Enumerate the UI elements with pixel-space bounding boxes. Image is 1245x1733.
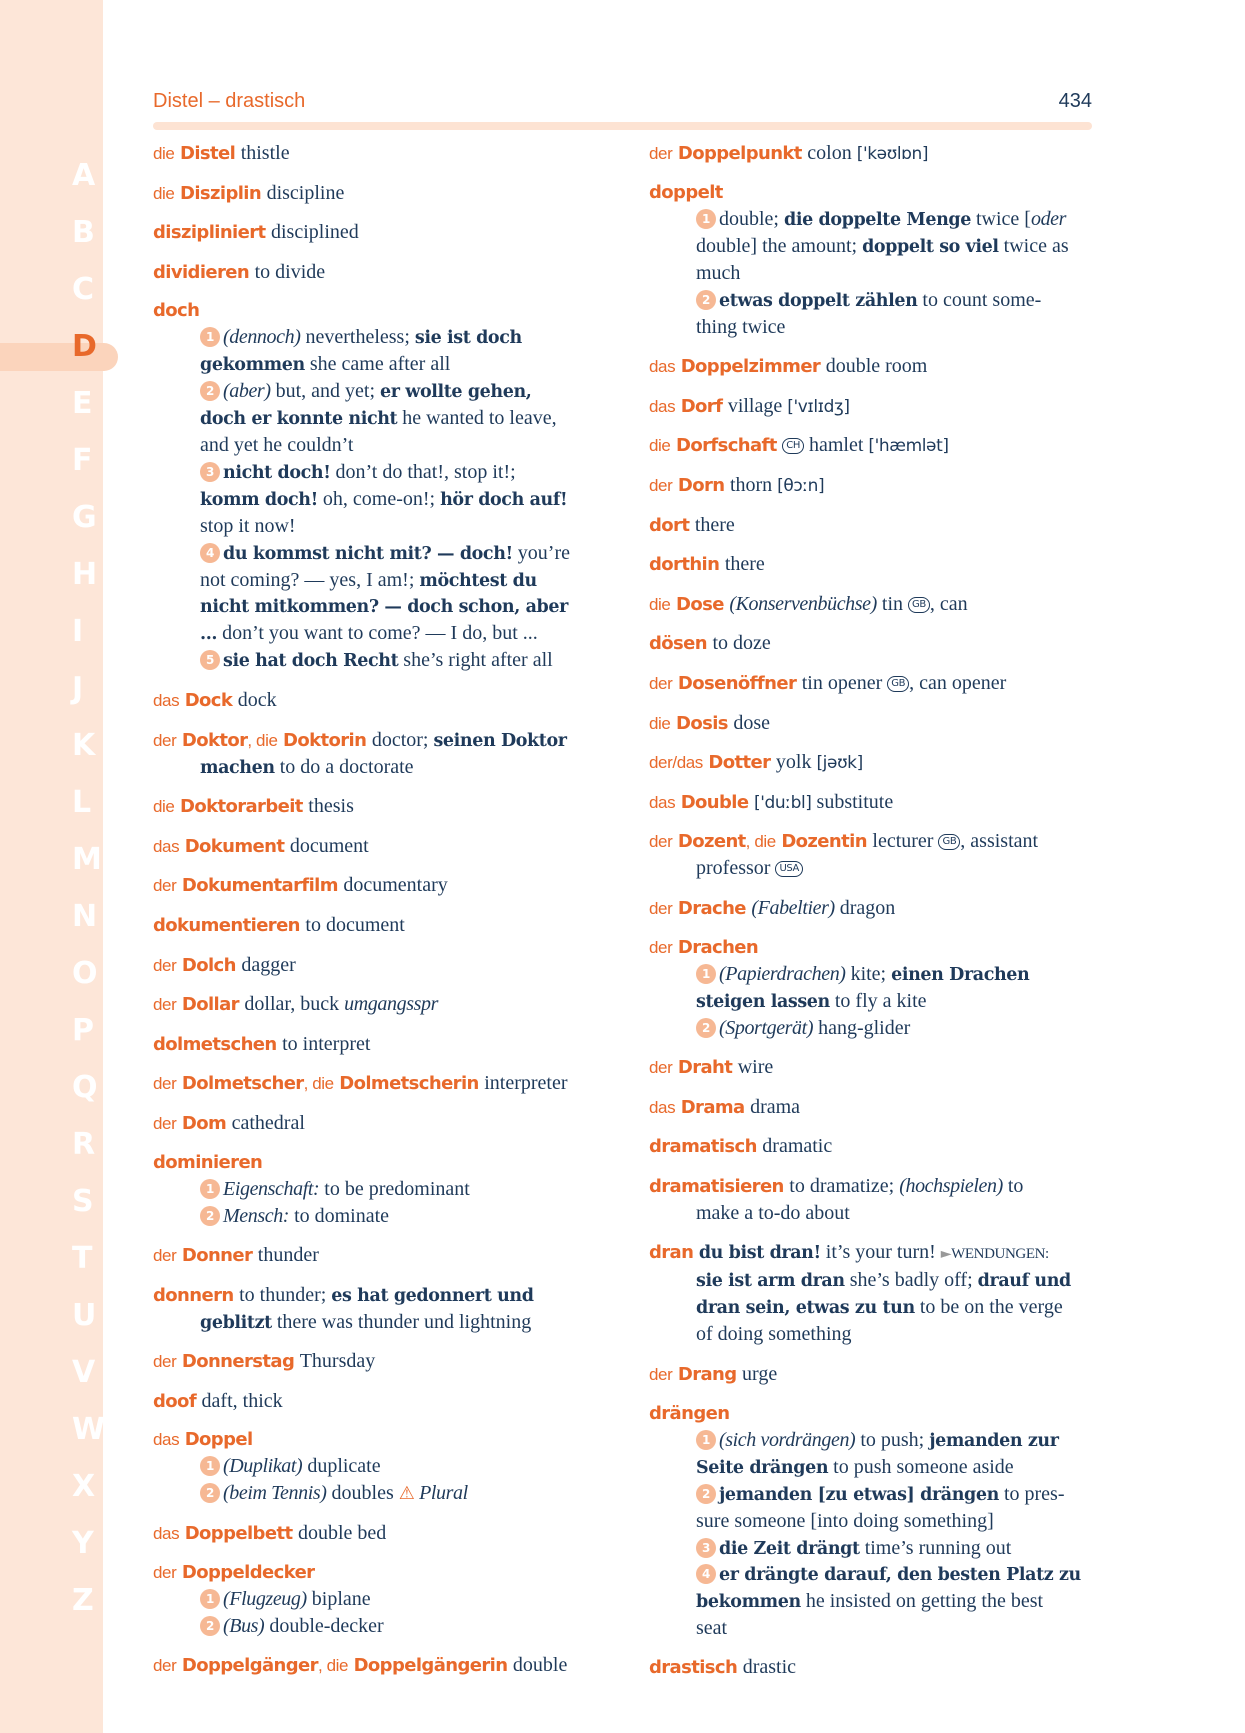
pronunciation: ['kəʊlɒn] bbox=[856, 144, 929, 164]
sense-number: 4 bbox=[696, 1564, 716, 1584]
translation: disciplined bbox=[271, 221, 359, 244]
headword: Dokument bbox=[184, 835, 285, 857]
index-letter-d[interactable]: D bbox=[72, 329, 97, 364]
index-letter-f[interactable]: F bbox=[72, 443, 93, 478]
dictionary-entry: das Drama drama bbox=[649, 1095, 801, 1118]
index-letter-l[interactable]: L bbox=[72, 785, 92, 820]
dictionary-entry: drängen 1 (sich vordrängen) to push; jemanden zur Seite drängen to push someone aside 2 jemanden [zu etwas] drängen to pres- sure someone [into doing something] 3 die Zeit drängt time’s running out 4 er drängte darauf, den besten Platz zu bekommen he insisted on getting the best seat bbox=[649, 1402, 1081, 1639]
sense-number: 1 bbox=[696, 964, 716, 984]
index-letter-v[interactable]: V bbox=[72, 1355, 96, 1390]
alphabet-thumb-index bbox=[0, 0, 106, 1733]
region-badge-gb: GB bbox=[887, 676, 909, 692]
headword: Doktorarbeit bbox=[179, 796, 303, 818]
sense-number: 2 bbox=[696, 290, 716, 310]
headword: Disziplin bbox=[179, 182, 262, 204]
dictionary-entry bbox=[153, 219, 598, 246]
index-letter-t[interactable]: T bbox=[72, 1241, 93, 1276]
index-letter-m[interactable]: M bbox=[72, 842, 102, 877]
index-letter-q[interactable]: Q bbox=[72, 1070, 98, 1105]
right-column bbox=[649, 140, 1094, 1694]
index-letter-r[interactable]: R bbox=[72, 1127, 96, 1162]
register-label: umgangsspr bbox=[344, 993, 438, 1016]
headword: dorthin bbox=[649, 554, 720, 576]
pronunciation: [θɔːn] bbox=[777, 475, 825, 496]
region-badge-gb: GB bbox=[938, 834, 960, 850]
dictionary-entry: dramatisieren to dramatize; (hochspielen) to make a to-do about bbox=[649, 1174, 1024, 1224]
headword: dominieren bbox=[153, 1151, 263, 1173]
sense-1: 1 (dennoch) nevertheless; sie ist doch gekommen she came after all 2 (aber) but, and yet; er wollte gehen, doch er konnte nicht he wanted to leave, and yet he couldn’t 3 nicht doch! don’t do that!, stop it!; komm doch! oh, come-on!; hör doch auf! stop it now! 4 du kommst nicht mit? — doch! you’re not coming? — yes, I am!; möchtest du nicht mitkommen? — doch schon, aber ... don’t you want to come? — I do, but ... 5 sie hat doch Recht she’s right after all bbox=[200, 326, 570, 672]
pronunciation: ['hæmlət] bbox=[868, 436, 949, 457]
headword: Donner bbox=[181, 1245, 253, 1267]
index-letter-j[interactable]: J bbox=[72, 671, 84, 706]
dictionary-entry: der Draht wire bbox=[649, 1056, 774, 1079]
dictionary-entry: der Dollar dollar, buck umgangsspr bbox=[153, 993, 438, 1016]
index-letter-c[interactable]: C bbox=[72, 272, 95, 307]
sense-number: 3 bbox=[200, 462, 220, 482]
headword: doppelt bbox=[649, 181, 723, 203]
headword: Dosis bbox=[675, 712, 728, 734]
headword: Doppelgänger bbox=[181, 1655, 318, 1677]
dictionary-entry: drastisch drastic bbox=[649, 1656, 796, 1679]
index-letter-g[interactable]: G bbox=[72, 500, 97, 535]
dictionary-entry: dösen to doze bbox=[649, 632, 771, 655]
index-letter-h[interactable]: H bbox=[72, 557, 98, 592]
index-letter-s[interactable]: S bbox=[72, 1184, 94, 1219]
sense-number: 2 bbox=[200, 1206, 220, 1226]
headword: dösen bbox=[649, 633, 707, 655]
dictionary-entry: dorthin there bbox=[649, 553, 765, 576]
dictionary-entry: der Dolch dagger bbox=[153, 953, 296, 976]
headword: Dorfschaft bbox=[675, 435, 777, 457]
page-number: 434 bbox=[1058, 90, 1092, 112]
headword: Draht bbox=[677, 1057, 733, 1079]
headword: Doppelzimmer bbox=[680, 356, 821, 378]
headword: Distel bbox=[179, 143, 236, 164]
dictionary-entry: das Dock dock bbox=[153, 688, 277, 711]
headword-feminine: Doktorin bbox=[283, 729, 367, 751]
dictionary-entry: dort there bbox=[649, 513, 735, 536]
headword: Drachen bbox=[677, 936, 759, 958]
article: die bbox=[153, 183, 175, 203]
headword: Dolch bbox=[181, 954, 236, 976]
dictionary-entry: das Doppelzimmer double room bbox=[649, 355, 928, 378]
headword: Drama bbox=[680, 1096, 745, 1118]
headword: Doppelbett bbox=[184, 1523, 293, 1545]
dictionary-entry: der Dosenöffner tin opener GB , can opener bbox=[649, 671, 1007, 694]
headword: Dozent bbox=[677, 831, 746, 853]
headword: donnern bbox=[153, 1284, 234, 1306]
headword: dolmetschen bbox=[153, 1033, 277, 1055]
headword: Dom bbox=[181, 1112, 227, 1134]
headword: Doppel bbox=[184, 1429, 253, 1451]
headword: dramatisieren bbox=[649, 1175, 784, 1197]
sense-number: 1 bbox=[200, 1456, 220, 1476]
headword: Doppeldecker bbox=[181, 1561, 315, 1583]
index-letter-y[interactable]: Y bbox=[72, 1526, 94, 1561]
sense-number: 2 bbox=[200, 1616, 220, 1636]
dictionary-entry: das Dokument document bbox=[153, 834, 369, 857]
dictionary-entry: die Dose (Konservenbüchse) tin GB , can bbox=[649, 592, 968, 615]
pronunciation: [jəʊk] bbox=[816, 753, 863, 774]
index-letter-e[interactable]: E bbox=[72, 386, 93, 421]
headword: Dotter bbox=[708, 752, 771, 774]
translation: to divide bbox=[254, 260, 326, 283]
region-badge-usa: USA bbox=[775, 861, 803, 877]
sense-number: 1 bbox=[200, 1179, 220, 1199]
dictionary-entry: der Dolmetscher, die Dolmetscherin interpreter bbox=[153, 1072, 568, 1095]
dictionary-entry: die Dorfschaft CH hamlet ['hæmlət] bbox=[649, 434, 949, 457]
headword: Drache bbox=[677, 897, 746, 919]
headword: Dollar bbox=[181, 994, 239, 1016]
headword: dokumentieren bbox=[153, 914, 300, 936]
headword-feminine: Dozentin bbox=[781, 831, 867, 853]
headword-feminine: Doppelgängerin bbox=[353, 1655, 508, 1677]
dictionary-entry: der Donnerstag Thursday bbox=[153, 1350, 376, 1373]
headword-feminine: Dolmetscherin bbox=[339, 1073, 479, 1095]
index-letter-z[interactable]: Z bbox=[72, 1583, 94, 1618]
headword: Drang bbox=[677, 1364, 737, 1386]
dictionary-entry: doppelt 1 double; die doppelte Menge twice [oder double] the amount; doppelt so viel twice as much 2 etwas doppelt zählen to count some- thing twice bbox=[649, 181, 1069, 338]
dictionary-entry: das Double ['duːbl] substitute bbox=[649, 790, 894, 813]
headword: Doppelpunkt bbox=[677, 143, 802, 164]
index-letter-k[interactable]: K bbox=[72, 728, 96, 763]
dictionary-entry: der Doppelgänger, die Doppelgängerin double bbox=[153, 1654, 568, 1677]
sense-number: 1 bbox=[200, 327, 220, 347]
headword: diszipliniert bbox=[153, 222, 266, 244]
dictionary-entry: der Dom cathedral bbox=[153, 1111, 305, 1134]
sense-number: 2 bbox=[200, 1483, 220, 1503]
headword: dramatisch bbox=[649, 1136, 757, 1158]
headword: Double bbox=[680, 791, 749, 813]
dictionary-entry bbox=[153, 140, 598, 167]
arrow-right-icon: ► bbox=[940, 1246, 952, 1263]
headword: dran bbox=[649, 1242, 694, 1264]
index-letter-p[interactable]: P bbox=[72, 1013, 94, 1048]
dictionary-entry bbox=[153, 259, 598, 286]
headword: Dock bbox=[184, 689, 233, 711]
page-header bbox=[153, 90, 1092, 116]
headword: Dorn bbox=[677, 474, 725, 496]
sense-number: 2 bbox=[696, 1484, 716, 1504]
sense-number: 1 bbox=[200, 1589, 220, 1609]
dictionary-entry: das Doppel 1 (Duplikat) duplicate 2 (beim Tennis) doubles ⚠ Plural bbox=[153, 1429, 468, 1505]
warning-icon: ⚠ bbox=[398, 1483, 415, 1505]
sense-number: 5 bbox=[200, 650, 220, 670]
dictionary-entry: der Donner thunder bbox=[153, 1244, 319, 1267]
dictionary-entry: dokumentieren to document bbox=[153, 913, 405, 936]
dictionary-entry bbox=[153, 298, 598, 674]
example: gekommen bbox=[200, 355, 305, 376]
translation: discipline bbox=[266, 181, 345, 204]
dictionary-entry: die Dosis dose bbox=[649, 711, 771, 734]
dictionary-entry: der Dozent, die Dozentin lecturer GB , assistant professor USA bbox=[649, 830, 1039, 880]
dictionary-entry: das Doppelbett double bed bbox=[153, 1522, 387, 1545]
article: die bbox=[153, 144, 175, 163]
left-column bbox=[153, 140, 598, 1692]
translation: thistle bbox=[240, 142, 290, 164]
index-letter-w[interactable]: W bbox=[72, 1412, 106, 1447]
dictionary-entry: dolmetschen to interpret bbox=[153, 1032, 371, 1055]
running-head-title: Distel – drastisch bbox=[153, 90, 306, 112]
sense-number: 1 bbox=[696, 1430, 716, 1450]
dictionary-entry: das Dorf village ['vɪlɪdʒ] bbox=[649, 394, 850, 417]
headword: Dolmetscher bbox=[181, 1073, 304, 1095]
index-letter-n[interactable]: N bbox=[72, 899, 98, 934]
index-letter-x[interactable]: X bbox=[72, 1469, 96, 1504]
headword: doch bbox=[153, 300, 200, 322]
dictionary-entry: die Doktorarbeit thesis bbox=[153, 795, 354, 818]
dictionary-entry: donnern to thunder; es hat gedonnert und geblitzt there was thunder und lightning bbox=[153, 1283, 534, 1333]
dictionary-entry bbox=[153, 180, 598, 207]
dictionary-entry: dominieren 1 Eigenschaft: to be predominant 2 Mensch: to dominate bbox=[153, 1151, 470, 1227]
sense-number: 2 bbox=[696, 1018, 716, 1038]
headword: dort bbox=[649, 514, 690, 536]
index-letter-u[interactable]: U bbox=[72, 1298, 97, 1333]
dictionary-entry: der Drache (Fabeltier) dragon bbox=[649, 896, 896, 919]
header-divider bbox=[153, 122, 1092, 130]
dictionary-entry: der/das Dotter yolk [jəʊk] bbox=[649, 751, 863, 774]
dictionary-entry: doof daft, thick bbox=[153, 1389, 283, 1412]
region-badge-ch: CH bbox=[782, 438, 804, 454]
dictionary-entry: der Doktor, die Doktorin doctor; seinen Doktor machen to do a doctorate bbox=[153, 728, 567, 778]
headword: dividieren bbox=[153, 261, 250, 283]
pronunciation: ['duːbl] bbox=[753, 792, 812, 813]
dictionary-entry: dramatisch dramatic bbox=[649, 1135, 833, 1158]
dictionary-entry: der Drachen 1 (Papierdrachen) kite; einen Drachen steigen lassen to fly a kite 2 (Sportgerät) hang-glider bbox=[649, 936, 1030, 1039]
dictionary-entry: der Dorn thorn [θɔːn] bbox=[649, 473, 825, 496]
dictionary-entry: der Doppeldecker 1 (Flugzeug) biplane 2 (Bus) double-decker bbox=[153, 1561, 384, 1637]
idioms-label: WENDUNGEN: bbox=[951, 1246, 1049, 1263]
dictionary-entry: der Drang urge bbox=[649, 1363, 778, 1386]
sense-number: 4 bbox=[200, 543, 220, 563]
index-letter-i[interactable]: I bbox=[72, 614, 84, 649]
headword: drastisch bbox=[649, 1657, 738, 1679]
index-letter-a[interactable]: A bbox=[72, 158, 96, 193]
dictionary-entry: der Doppelpunkt colon ['kəʊlɒn] bbox=[649, 142, 929, 164]
headword: Dokumentarfilm bbox=[181, 875, 338, 897]
headword: Donnerstag bbox=[181, 1351, 295, 1373]
headword: Doktor bbox=[181, 729, 248, 751]
index-letter-b[interactable]: B bbox=[72, 215, 95, 250]
sense-number: 3 bbox=[696, 1538, 716, 1558]
sense-number: 1 bbox=[696, 209, 716, 229]
headword: drängen bbox=[649, 1402, 730, 1424]
headword: doof bbox=[153, 1390, 197, 1412]
headword: Dorf bbox=[680, 395, 723, 417]
headword: Dosenöffner bbox=[677, 672, 797, 694]
index-letter-o[interactable]: O bbox=[72, 956, 98, 991]
headword: Dose bbox=[675, 593, 724, 615]
dictionary-entry: dran du bist dran! it’s your turn! ►WENDUNGEN: sie ist arm dran she’s badly off; drauf und dran sein, etwas zu tun to be on the verge of doing something bbox=[649, 1241, 1071, 1346]
pronunciation: ['vɪlɪdʒ] bbox=[787, 396, 850, 417]
region-badge-gb: GB bbox=[908, 597, 930, 613]
example: sie ist doch bbox=[414, 328, 522, 349]
sense-number: 2 bbox=[200, 381, 220, 401]
dictionary-entry: der Dokumentarfilm documentary bbox=[153, 874, 448, 897]
